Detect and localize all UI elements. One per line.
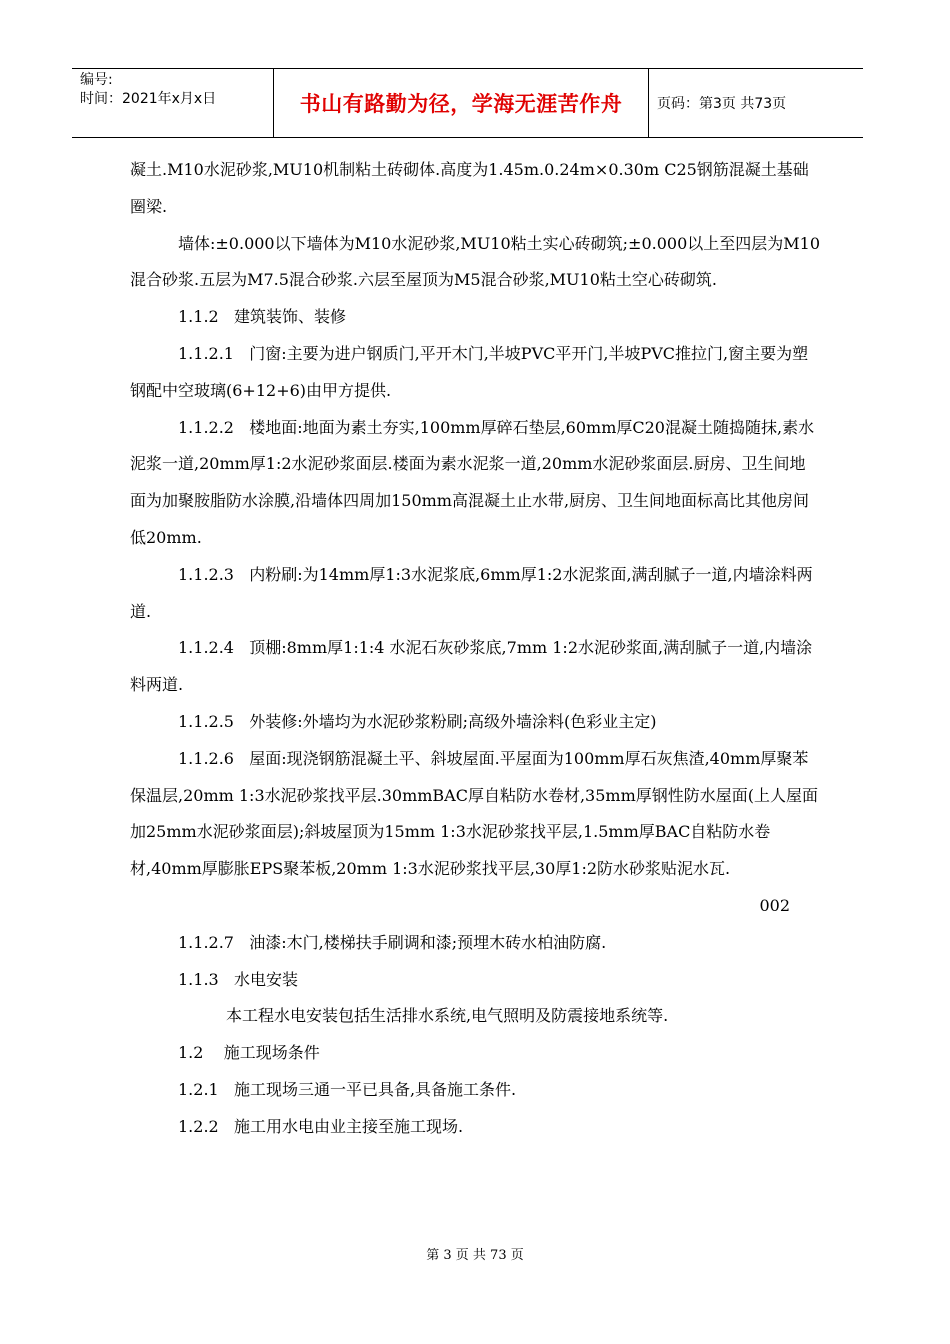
document-number-label: 编号: — [80, 72, 113, 88]
header-page-info: 页码：第3页 共73页 — [657, 96, 787, 112]
body-paragraph: 1.1.2.3 内粉刷:为14mm厚1:3水泥浆底,6mm厚1:2水泥浆面,满刮腻子一道,内墙涂料两道. — [130, 564, 813, 621]
header-page-cell — [649, 69, 863, 137]
document-body — [130, 152, 820, 1146]
section-heading: 1.1.3 水电安装 — [178, 969, 298, 989]
document-time-label: 时间：2021年x月x日 — [80, 91, 217, 107]
body-paragraph: 1.1.2.4 顶棚:8mm厚1:1:4 水泥石灰砂浆底,7mm 1:2水泥砂浆面,满刮腻子一道,内墙涂料两道. — [130, 638, 813, 695]
section-heading: 1.2 施工现场条件 — [178, 1043, 320, 1063]
header-motto-cell — [274, 69, 649, 137]
page-header — [72, 68, 863, 138]
body-paragraph: 1.2.1 施工现场三通一平已具备,具备施工条件. — [178, 1079, 517, 1099]
body-paragraph: 本工程水电安装包括生活排水系统,电气照明及防震接地系统等. — [226, 1006, 669, 1026]
body-paragraph: 1.1.2.2 楼地面:地面为素土夯实,100mm厚碎石垫层,60mm厚C20混凝土随捣随抹,素水泥浆一道,20mm厚1:2水泥砂浆面层.楼面为素水泥浆一道,20mm水泥砂浆面层.厨房、卫生间地面为加聚胺脂防水涂膜,沿墙体四周加150mm高混凝土止水带,厨房、卫生间地面标高比其他房间低20mm. — [130, 417, 815, 547]
body-paragraph: 1.2.2 施工用水电由业主接至施工现场. — [178, 1116, 464, 1136]
body-paragraph: 1.1.2.6 屋面:现浇钢筋混凝土平、斜坡屋面.平屋面为100mm厚石灰焦渣,40mm厚聚苯保温层,20mm 1:3水泥砂浆找平层.30mmBAC厚自粘防水卷材,35mm厚钢性防水屋面(上人屋面加25mm水泥砂浆面层);斜坡屋顶为15mm 1:3水泥砂浆找平层,1.5mm厚BAC自粘防水卷材,40mm厚膨胀EPS聚苯板,20mm 1:3水泥砂浆找平层,30厚1:2防水砂浆贴泥水瓦. — [130, 748, 819, 879]
body-paragraph: 1.1.2.5 外装修:外墙均为水泥砂浆粉刷;高级外墙涂料(色彩业主定) — [178, 711, 657, 731]
page-marker: 002 — [759, 895, 790, 915]
body-paragraph: 1.1.2.1 门窗:主要为进户钢质门,平开木门,半坡PVC平开门,半坡PVC推拉门,窗主要为塑钢配中空玻璃(6+12+6)由甲方提供. — [130, 343, 809, 400]
header-meta — [72, 69, 274, 137]
body-paragraph: 1.1.2.7 油漆:木门,楼梯扶手刷调和漆;预埋木砖水柏油防腐. — [178, 932, 607, 952]
header-motto: 书山有路勤为径，学海无涯苦作舟 — [299, 92, 623, 116]
body-paragraph: 墙体:±0.000以下墙体为M10水泥砂浆,MU10粘土实心砖砌筑;±0.000以上至四层为M10混合砂浆.五层为M7.5混合砂浆.六层至屋顶为M5混合砂浆,MU10粘土空心砖砌筑. — [130, 233, 821, 290]
section-heading: 1.1.2 建筑装饰、装修 — [178, 307, 346, 327]
page-footer: 第 3 页 共 73 页 — [426, 1248, 524, 1263]
body-paragraph: 凝土.M10水泥砂浆,MU10机制粘土砖砌体.高度为1.45m.0.24m×0.30m C25钢筋混凝土基础圈梁. — [130, 160, 809, 216]
